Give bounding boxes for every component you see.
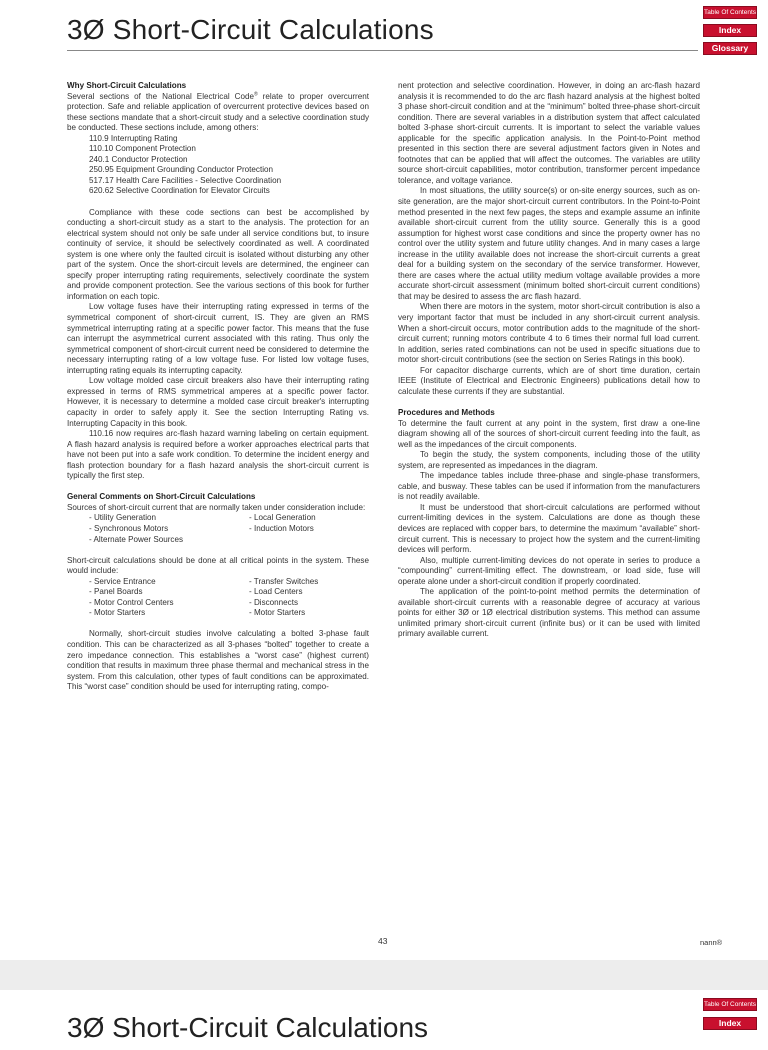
paragraph: Low voltage molded case circuit breakers also have their interrupting rating expressed in terms of RMS symmetrical amperes at a specific power factor. However, it is necessary to determine a molded case circuit breaker's interrupting capacity in order to safely apply it. See the section Interrupting Rating vs. Interrupting Capacity in this book. <box>67 376 369 428</box>
list-row: - Utility Generation - Local Generation <box>89 513 316 523</box>
paragraph: nent protection and selective coordination. However, in doing an arc-flash hazard analysis it is recommended to do the arc flash hazard analysis at the highest bolted 3 phase short-circuit condition and at the “minimum” bolted three-phase short-circuit condition. There are several variables in a distribution system that affect calculated bolted 3-phase short-circuit currents. It is important to select the variable values applicable for the specific application analysis. In the Point-to-Point method presented in this section there are several adjustment factors given in Notes and footnotes that can be applied that will affect the outcomes. The variables are utility source short-circuit capabilities, motor contribution, transformer percent impedance tolerance, and voltage variance. <box>398 81 700 185</box>
section-heading: General Comments on Short-Circuit Calculations <box>67 492 256 502</box>
list-row: - Motor Control Centers - Disconnects <box>89 597 299 607</box>
index-button[interactable]: Index <box>703 24 757 37</box>
title-rule <box>67 50 698 51</box>
next-page-preview <box>0 990 768 1050</box>
paragraph: To determine the fault current at any point in the system, first draw a one-line diagram showing all of the sources of short-circuit current feeding into the fault, as well as the impedances of the circuit components. <box>398 418 700 449</box>
glossary-button[interactable]: Glossary <box>703 42 757 55</box>
list-row: - Alternate Power Sources <box>89 534 184 544</box>
table-of-contents-button[interactable]: Table Of Contents <box>703 998 757 1011</box>
left-column <box>67 81 369 693</box>
list-item: 620.62 Selective Coordination for Elevator Circuits <box>89 186 270 196</box>
footer-brand: nann® <box>700 938 723 947</box>
list-item: 517.17 Health Care Facilities - Selective Coordination <box>89 175 282 185</box>
paragraph: Also, multiple current-limiting devices do not operate in series to produce a “compounding” current-limiting effect. The downstream, or load side, fuse will operate alone under a short-circuit condition if properly coordinated. <box>398 555 700 586</box>
sources-list <box>67 513 369 545</box>
paragraph: Normally, short-circuit studies involve calculating a bolted 3-phase fault condition. This can be characterized as all 3-phases “bolted” together to create a zero impedance connection. This establishes a “worst case” (highest current) condition that results in maximum three phase thermal and mechanical stress in the system. From this calculation, other types of fault conditions can be approximated. This “worst case” condition should be used for interrupting rating, compo- <box>67 629 369 692</box>
list-row: - Service Entrance - Transfer Switches <box>89 576 319 586</box>
paragraph: Low voltage fuses have their interrupting rating expressed in terms of the symmetrical component of short-circuit current, IS. They are given an RMS symmetrical interrupting rating at a specific power factor. This means that the fuse can interrupt the asymmetrical current associated with this rating. Thus only the symmetrical component of short-circuit current need be considered to determine the necessary interrupting rating of a low voltage fuse. For listed low voltage fuses, interrupting rating equals its interrupting capacity. <box>67 302 369 375</box>
list-row: - Synchronous Motors - Induction Motors <box>89 523 314 533</box>
paragraph: In most situations, the utility source(s) or on-site energy sources, such as on-site generation, are the major short-circuit current contributors. In the Point-to-Point method presented in the next few pages, the steps and example assume an infinite available short-circuit current from the utility source. Generally this is a good assumption for highest worst case conditions and since the property owner has no control over the utility system and future utility changes. And in many cases a large increase in the utility available does not increase the short-circuit currents a great deal for a building system on the secondary of the service transformer. However, there are cases where the actual utility medium voltage available provides a more accurate short-circuit assessment (minimum bolted short-circuit current conditions) that may be desired to assess the arc flash hazard. <box>398 186 700 301</box>
list-item: 240.1 Conductor Protection <box>89 154 188 164</box>
page-number: 43 <box>378 936 388 946</box>
paragraph: Short-circuit calculations should be done at all critical points in the system. These would include: <box>67 555 369 576</box>
list-item: 110.9 Interrupting Rating <box>89 133 178 143</box>
list-item: 250.95 Equipment Grounding Conductor Protection <box>89 165 274 175</box>
paragraph: Sources of short-circuit current that are normally taken under consideration include: <box>67 502 366 512</box>
critical-points-list <box>67 577 369 619</box>
section-heading: Procedures and Methods <box>398 407 495 417</box>
paragraph: When there are motors in the system, motor short-circuit contribution is also a very important factor that must be included in any short-circuit current analysis. When a short-circuit occurs, motor contribution adds to the magnitude of the short-circuit current; running motors contribute 4 to 6 times their normal full load current. In addition, series rated combinations can not be used in specific situations due to motor short-circuit contributions (see the section on Series Ratings in this book). <box>398 302 700 365</box>
list-row: - Motor Starters - Motor Starters <box>89 608 306 618</box>
list-row: - Panel Boards - Load Centers <box>89 587 303 597</box>
next-page-title: 3Ø Short-Circuit Calculations <box>67 1012 429 1043</box>
index-button[interactable]: Index <box>703 1017 757 1030</box>
code-sections-list <box>67 134 369 197</box>
page-title: 3Ø Short-Circuit Calculations <box>67 14 434 45</box>
right-column <box>398 81 700 640</box>
paragraph: For capacitor discharge currents, which are of short time duration, certain IEEE (Institute of Electrical and Electronic Engineers) publications detail how to calculate these currents if they are substantial. <box>398 365 700 396</box>
list-item: 110.10 Component Protection <box>89 144 196 154</box>
paragraph: It must be understood that short-circuit calculations are performed without current-limiting devices in the system. Calculations are done as though these devices are replaced with copper bars, to determine the maximum “available” short-circuit current. This is necessary to project how the system and the current-limiting devices will perform. <box>398 502 700 555</box>
paragraph: The application of the point-to-point method permits the determination of available short-circuit currents with a reasonable degree of accuracy at various points for either 3Ø or 1Ø electrical distribution systems. This method can assume unlimited primary short-circuit current (infinite bus) or it can be used with limited primary available current. <box>398 587 700 639</box>
paragraph: The impedance tables include three-phase and single-phase transformers, cable, and busway. These tables can be used if information from the manufacturers is not readily available. <box>398 471 700 502</box>
paragraph: To begin the study, the system components, including those of the utility system, are represented as impedances in the diagram. <box>398 450 700 470</box>
table-of-contents-button[interactable]: Table Of Contents <box>703 6 757 19</box>
paragraph: Several sections of the National Electrical Code® relate to proper overcurrent protection. Safe and reliable application of overcurrent protective devices based on these sections mandate that a short-circuit study and a selective coordination study be conducted. These sections include, among others: <box>67 90 369 133</box>
section-heading: Why Short-Circuit Calculations <box>67 81 187 90</box>
paragraph: Compliance with these code sections can best be accomplished by conducting a short-circuit study as a start to the analysis. The protection for an electrical system should not only be safe under all service conditions but, to insure continuity of service, it should be selectively coordinated as well. A coordinated system is one where only the faulted circuit is isolated without disturbing any other part of the system. Once the short-circuit levels are determined, the engineer can specify proper interrupting rating requirements, selectively coordinate the system and provide component protection. See the various sections of this book for further information on each topic. <box>67 207 369 301</box>
paragraph: 110.16 now requires arc-flash hazard warning labeling on certain equipment. A flash hazard analysis is required before a worker approaches electrical parts that have not been put into a safe work condition. To determine the incident energy and flash protection boundary for a flash hazard analysis the short-circuit current is typically the first step. <box>67 429 369 481</box>
